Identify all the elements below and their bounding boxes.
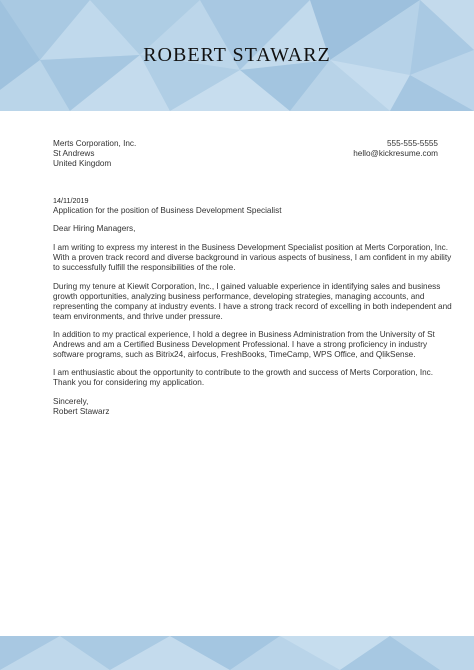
text-line: Andrews and am a Certified Business Development Professional. I have a strong proficiency in industry bbox=[53, 340, 428, 349]
text-line: to successfully fulfill the responsibilities of the role. bbox=[53, 263, 236, 272]
text-line: In addition to my practical experience, I hold a degree in Business Administration from the University of St bbox=[53, 330, 435, 339]
text-line: Thank you for considering my application. bbox=[53, 378, 205, 387]
sender-contact bbox=[353, 139, 438, 159]
paragraph-education bbox=[53, 330, 433, 360]
text-line: During my tenure at Kiewit Corporation, Inc., I gained valuable experience in identifying sales and business bbox=[53, 282, 441, 291]
text-line: team environments, and thrive under pressure. bbox=[53, 312, 223, 321]
text-line: software programs, such as Bitrix24, airfocus, FreshBooks, TimeCamp, WPS Office, and QlikSense. bbox=[53, 350, 416, 359]
applicant-name: ROBERT STAWARZ bbox=[143, 44, 331, 66]
letter-date: 14/11/2019 bbox=[53, 196, 89, 205]
recipient-address bbox=[53, 139, 136, 169]
salutation: Dear Hiring Managers, bbox=[53, 224, 136, 233]
recipient-country: United Kingdom bbox=[53, 159, 112, 168]
footer-banner bbox=[0, 636, 474, 670]
footer-polygon-background bbox=[0, 636, 474, 670]
sender-phone: 555-555-5555 bbox=[387, 139, 438, 148]
text-line: growth opportunities, analyzing business performance, developing strategies, managing accounts, and bbox=[53, 292, 425, 301]
text-line: representing the company at industry events. I have a strong track record of excelling in both independent and bbox=[53, 302, 452, 311]
recipient-city: St Andrews bbox=[53, 149, 95, 158]
text-line: I am enthusiastic about the opportunity to contribute to the growth and success of Merts Corporation, Inc. bbox=[53, 368, 434, 377]
paragraph-closing bbox=[53, 368, 433, 388]
paragraph-experience bbox=[53, 282, 452, 322]
closing-phrase: Sincerely, bbox=[53, 397, 89, 406]
header-banner bbox=[0, 0, 474, 111]
recipient-company: Merts Corporation, Inc. bbox=[53, 139, 137, 148]
sign-off bbox=[53, 397, 433, 417]
text-line: I am writing to express my interest in the Business Development Specialist position at Merts Corporation, Inc. bbox=[53, 243, 448, 252]
text-line: With a proven track record and diverse background in various aspects of business, I am confident in my ability bbox=[53, 253, 452, 262]
letter-subject: Application for the position of Business Development Specialist bbox=[53, 206, 282, 215]
paragraph-intro bbox=[53, 243, 452, 273]
signature-name: Robert Stawarz bbox=[53, 407, 110, 416]
sender-email: hello@kickresume.com bbox=[353, 149, 438, 158]
